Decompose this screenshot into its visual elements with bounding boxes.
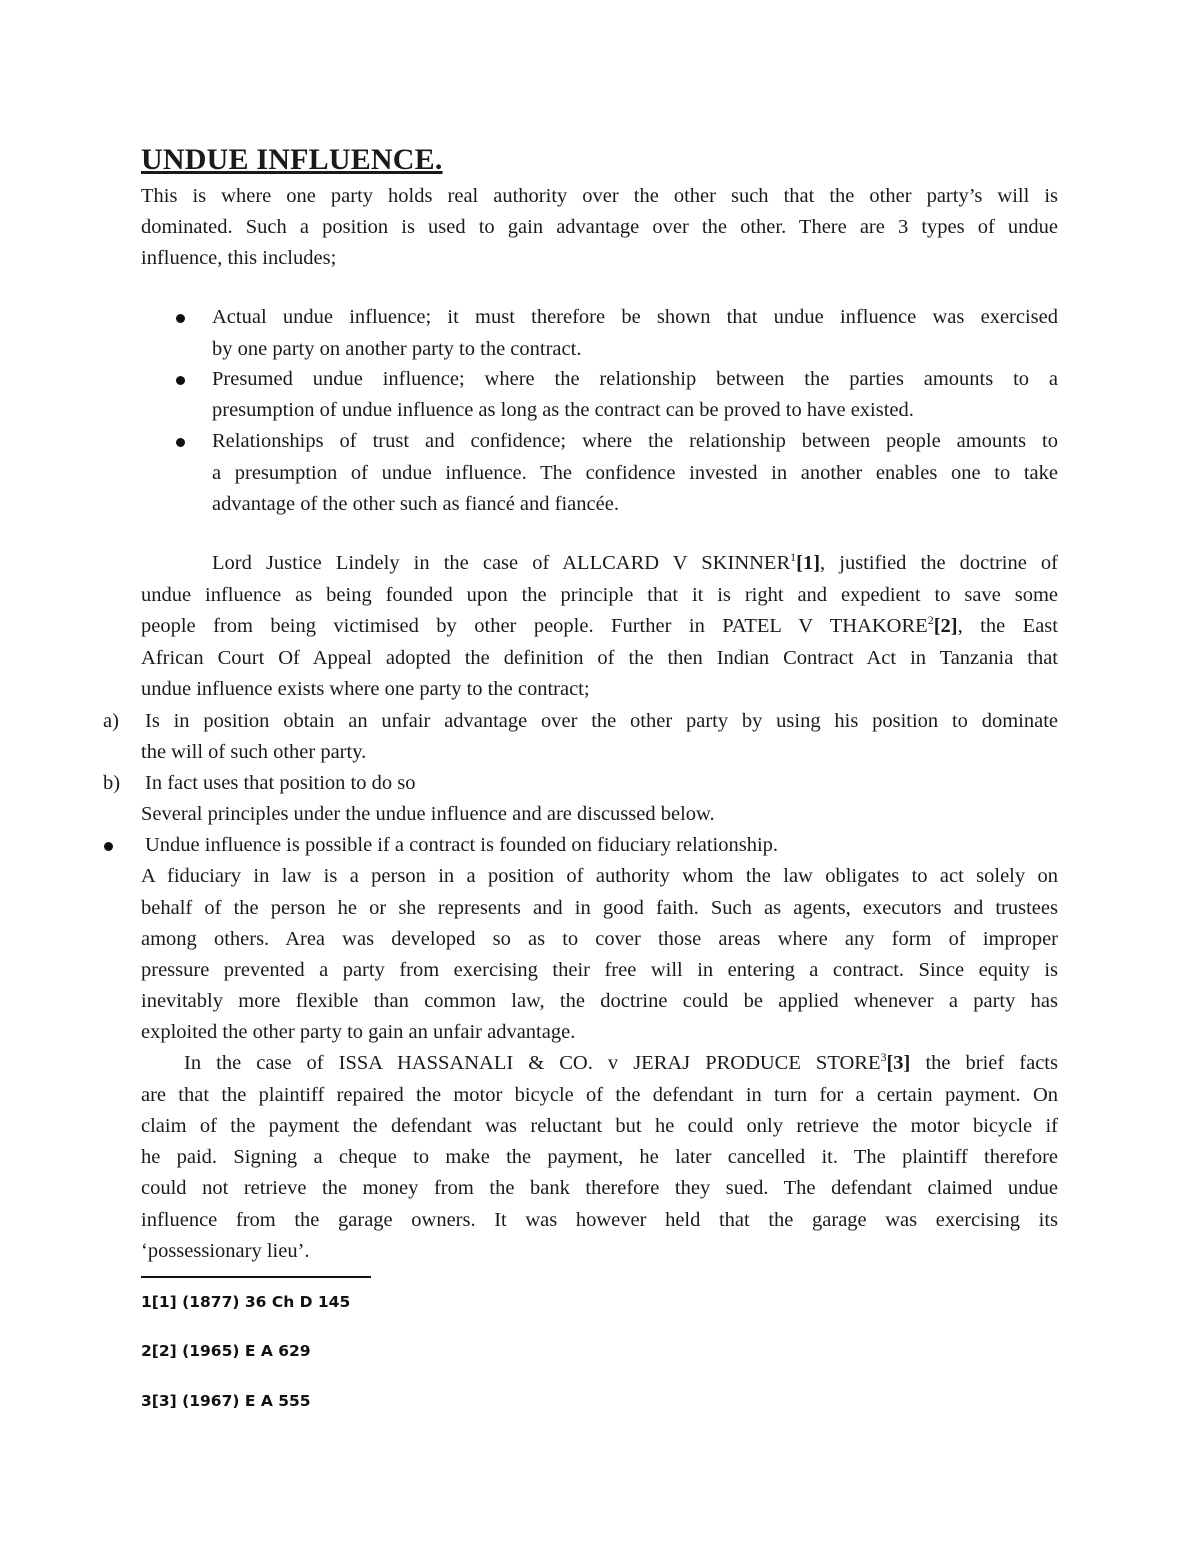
condition-b-label: b) — [103, 772, 121, 794]
lindley-line-1 — [212, 548, 1058, 579]
footnote-ref-3[interactable]: [3] — [886, 1052, 911, 1074]
issa-line-2: are that the plaintiff repaired the motor bicycle of the defendant in turn for a certain payment. On — [141, 1084, 1058, 1106]
issa-line-5: could not retrieve the money from the bank therefore they sued. The defendant claimed undue — [141, 1177, 1058, 1199]
type-2-line-1: Presumed undue influence; where the relationship between the parties amounts to a — [212, 368, 1058, 390]
issa-line-6: influence from the garage owners. It was however held that the garage was exercising its — [141, 1209, 1058, 1231]
lindley-text-a: Lord Justice Lindely in the case of ALLCARD V SKINNER — [212, 552, 791, 574]
bullet-dot — [104, 842, 113, 851]
fiduciary-line-3: among others. Area was developed so as to cover those areas where any form of improper — [141, 928, 1058, 950]
footnote-mark-2[interactable]: 2 — [927, 613, 934, 627]
intro-line-3: influence, this includes; — [141, 247, 337, 269]
lindley-text-d: , the East — [957, 615, 1058, 637]
issa-line-4: he paid. Signing a cheque to make the payment, he later cancelled it. The plaintiff therefore — [141, 1146, 1058, 1168]
issa-text-a: In the case of ISSA HASSANALI & CO. v JERAJ PRODUCE STORE — [184, 1052, 881, 1074]
footnote-2-ref[interactable]: [2] — [151, 1342, 177, 1360]
condition-a-line-2: the will of such other party. — [141, 741, 367, 763]
page-title: UNDUE INFLUENCE. — [141, 143, 443, 176]
condition-a-label: a) — [103, 710, 119, 732]
lindley-text-b: , justified the doctrine of — [820, 552, 1058, 574]
footnote-3-ref[interactable]: [3] — [151, 1392, 177, 1410]
issa-line-3: claim of the payment the defendant was reluctant but he could only retrieve the motor bicycle if — [141, 1115, 1058, 1137]
bullet-dot — [176, 438, 185, 447]
intro-line-2: dominated. Such a position is used to gain advantage over the other. There are 3 types of undue — [141, 216, 1058, 238]
intro-line-1: This is where one party holds real authority over the other such that the other party’s will is — [141, 185, 1058, 207]
lindley-line-3 — [141, 611, 1058, 642]
fiduciary-line-2: behalf of the person he or she represents and in good faith. Such as agents, executors and trustees — [141, 897, 1058, 919]
lindley-line-2: undue influence as being founded upon the principle that it is right and expedient to save some — [141, 584, 1058, 606]
fiduciary-line-1: A fiduciary in law is a person in a position of authority whom the law obligates to act solely on — [141, 865, 1058, 887]
footnote-1: 1[1] (1877) 36 Ch D 145 — [141, 1293, 351, 1311]
issa-line-1 — [184, 1048, 1058, 1079]
condition-b-line-1: In fact uses that position to do so — [145, 772, 416, 794]
issa-text-b: the brief facts — [910, 1052, 1058, 1074]
footnote-2: 2[2] (1965) E A 629 — [141, 1342, 311, 1360]
footnote-mark-3[interactable]: 3 — [880, 1050, 887, 1064]
type-3-line-3: advantage of the other such as fiancé and fiancée. — [212, 493, 619, 515]
lindley-line-5: undue influence exists where one party to the contract; — [141, 678, 590, 700]
bullet-dot — [176, 376, 185, 385]
fiduciary-line-4: pressure prevented a party from exercising their free will in entering a contract. Since equity is — [141, 959, 1058, 981]
issa-line-7: ‘possessionary lieu’. — [141, 1240, 310, 1262]
condition-a-line-1: Is in position obtain an unfair advantage over the other party by using his position to dominate — [145, 710, 1058, 732]
footnote-separator — [141, 1276, 371, 1278]
fiduciary-line-6: exploited the other party to gain an unfair advantage. — [141, 1021, 576, 1043]
bullet-dot — [176, 314, 185, 323]
type-3-line-2: a presumption of undue influence. The confidence invested in another enables one to take — [212, 462, 1058, 484]
fiduciary-line-5: inevitably more flexible than common law, the doctrine could be applied whenever a party has — [141, 990, 1058, 1012]
lindley-text-c: people from being victimised by other people. Further in PATEL V THAKORE — [141, 615, 928, 637]
type-1-line-2: by one party on another party to the contract. — [212, 338, 582, 360]
footnote-ref-2[interactable]: [2] — [933, 615, 958, 637]
footnote-1-ref[interactable]: [1] — [151, 1293, 177, 1311]
type-1-line-1: Actual undue influence; it must therefore be shown that undue influence was exercised — [212, 306, 1058, 328]
footnote-3: 3[3] (1967) E A 555 — [141, 1392, 311, 1410]
type-3-line-1: Relationships of trust and confidence; where the relationship between people amounts to — [212, 430, 1058, 452]
principle-bullet: Undue influence is possible if a contract is founded on fiduciary relationship. — [145, 834, 779, 856]
footnote-mark-1[interactable]: 1 — [790, 550, 797, 564]
principles-intro: Several principles under the undue influence and are discussed below. — [141, 803, 715, 825]
lindley-line-4: African Court Of Appeal adopted the definition of the then Indian Contract Act in Tanzania that — [141, 647, 1058, 669]
footnote-ref-1[interactable]: [1] — [796, 552, 821, 574]
type-2-line-2: presumption of undue influence as long as the contract can be proved to have existed. — [212, 399, 914, 421]
